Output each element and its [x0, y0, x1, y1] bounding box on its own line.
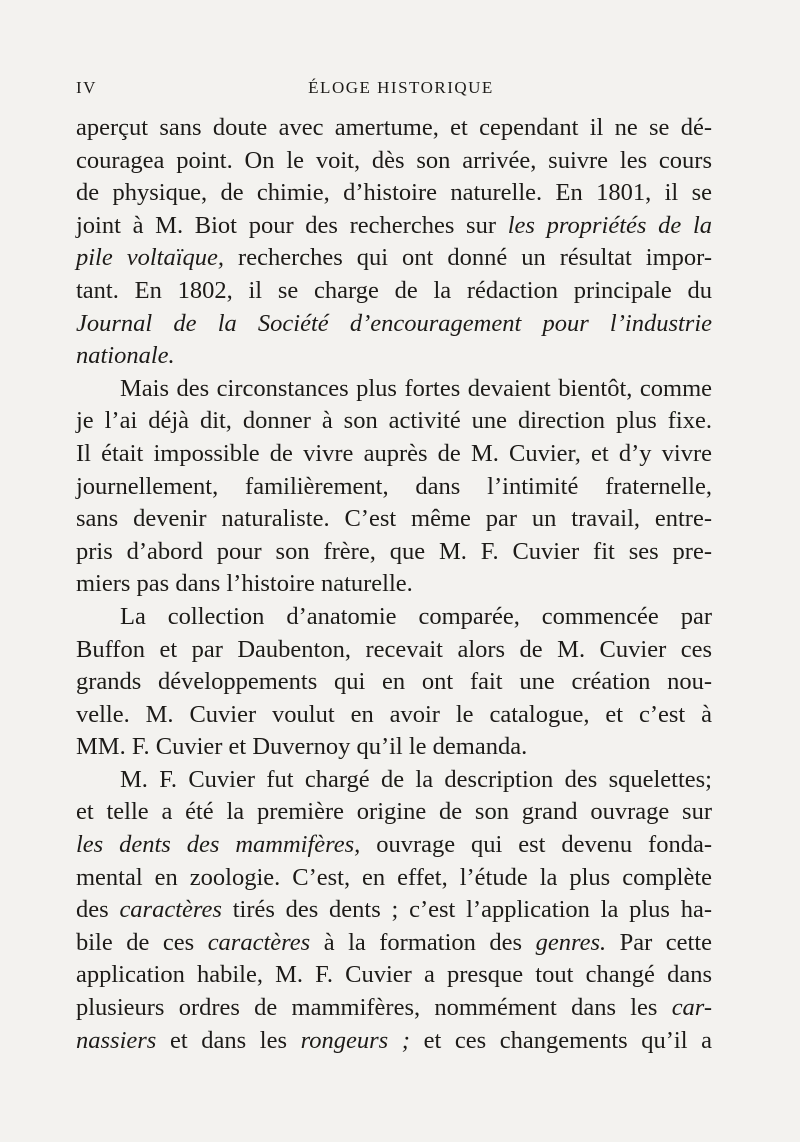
- text-run: plusieurs ordres de mammifères, nommément dans les: [76, 994, 658, 1022]
- text-line: et telle a été la première origine de son grand ouvrage sur: [76, 798, 712, 826]
- italic-term: caractères: [119, 896, 222, 924]
- italic-term: genres.: [535, 928, 607, 956]
- text-line: [76, 992, 712, 1025]
- text-run: recherches qui ont donné un résultat impor-: [238, 244, 712, 272]
- text-run: et dans les: [169, 1026, 287, 1054]
- italic-term: nassiers: [76, 1026, 157, 1054]
- running-head: ÉLOGE HISTORIQUE: [308, 78, 494, 97]
- text-line: pris d’abord pour son frère, que M. F. Cuvier fit ses pre-: [76, 537, 712, 565]
- text-line: miers pas dans l’histoire naturelle.: [76, 570, 413, 598]
- text-line: [76, 894, 712, 927]
- paragraph: [76, 601, 712, 764]
- italic-term: caractères: [207, 928, 311, 956]
- body-text: [76, 112, 712, 1057]
- text-line: de physique, de chimie, d’histoire naturelle. En 1801, il se: [76, 179, 712, 207]
- text-run: bile de ces: [76, 928, 195, 956]
- text-line: Mais des circonstances plus fortes devaient bientôt, comme: [120, 374, 712, 402]
- text-line: [76, 927, 712, 960]
- text-line: M. F. Cuvier fut chargé de la description des squelettes;: [120, 765, 712, 793]
- italic-journal-title: Journal de la Société d’encouragement pour l’industrie: [76, 309, 712, 337]
- text-line: La collection d’anatomie comparée, commencée par: [120, 602, 712, 630]
- text-line: [76, 242, 712, 275]
- text-line: [76, 829, 712, 862]
- text-run: à la formation des: [323, 928, 523, 956]
- italic-term: rongeurs ;: [300, 1026, 410, 1054]
- page-number: IV: [76, 78, 97, 97]
- text-run: tirés des dents ; c’est l’application la plus ha-: [232, 896, 713, 924]
- text-line: tant. En 1802, il se charge de la rédaction principale du: [76, 276, 712, 304]
- text-line: Il était impossible de vivre auprès de M. Cuvier, et d’y vivre: [76, 439, 712, 467]
- italic-title: les dents des mammifères,: [76, 831, 361, 859]
- italic-term: car-: [671, 994, 713, 1022]
- text-line: couragea point. On le voit, dès son arrivée, suivre les cours: [76, 146, 712, 174]
- text-run: ouvrage qui est devenu fonda-: [376, 831, 713, 859]
- text-line: je l’ai déjà dit, donner à son activité une direction plus fixe.: [76, 407, 712, 435]
- paragraph: [76, 764, 712, 1057]
- text-line: mental en zoologie. C’est, en effet, l’étude la plus complète: [76, 863, 712, 891]
- text-line: application habile, M. F. Cuvier a presque tout changé dans: [76, 961, 712, 989]
- page-header: [76, 78, 726, 102]
- text-line: journellement, familièrement, dans l’intimité fraternelle,: [76, 472, 712, 500]
- text-run: Par cette: [619, 928, 713, 956]
- text-line: [76, 210, 712, 243]
- italic-title: pile voltaïque,: [76, 244, 225, 272]
- text-line: aperçut sans doute avec amertume, et cependant il ne se dé-: [76, 114, 712, 141]
- text-line: grands développements qui en ont fait une création nou-: [76, 668, 712, 696]
- text-line: velle. M. Cuvier voulut en avoir le catalogue, et c’est à: [76, 700, 712, 728]
- text-run: joint à M. Biot pour des recherches sur: [76, 211, 497, 239]
- italic-title: les propriétés de la: [507, 211, 713, 239]
- text-line: sans devenir naturaliste. C’est même par un travail, entre-: [76, 505, 712, 533]
- italic-journal-title: nationale.: [76, 342, 175, 370]
- text-line: Buffon et par Daubenton, recevait alors de M. Cuvier ces: [76, 635, 712, 663]
- paragraph: [76, 112, 712, 373]
- text-run: des: [76, 896, 109, 924]
- text-line: [76, 1025, 712, 1058]
- paragraph: [76, 373, 712, 601]
- text-line: MM. F. Cuvier et Duvernoy qu’il le demanda.: [76, 733, 528, 761]
- text-run: et ces changements qu’il a: [423, 1026, 713, 1054]
